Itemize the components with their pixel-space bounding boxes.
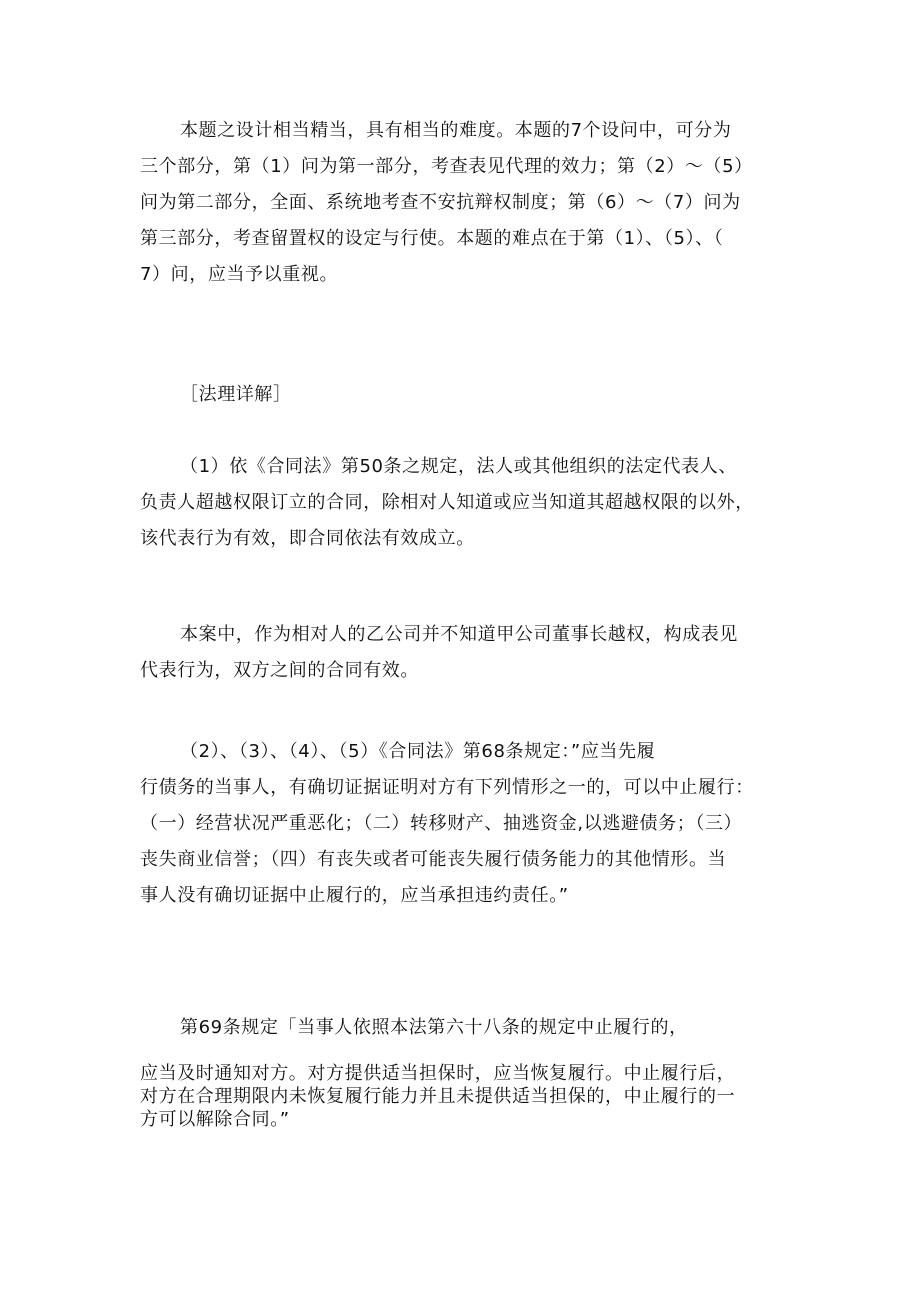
- text-line: 代表行为，双方之间的合同有效。: [140, 660, 419, 681]
- text-line: 问为第二部分，全面、系统地考查不安抗辩权制度；第（6）〜（7）问为: [140, 192, 741, 213]
- text-line: 方可以解除合同。”: [140, 1109, 290, 1130]
- paragraph-article-68: [140, 734, 800, 914]
- text-line: 对方在合理期限内未恢复履行能力并且未提供适当担保的，中止履行的一: [140, 1086, 736, 1107]
- text-line: （1）依《合同法》第50条之规定，法人或其他组织的法定代表人、: [180, 456, 737, 477]
- heading-text: ［法理详解］: [180, 384, 292, 405]
- paragraph-case: [140, 617, 800, 689]
- paragraph-analysis-1: [140, 449, 800, 557]
- text-line: 丧失商业信誉；（四）有丧失或者可能丧失履行债务能力的其他情形。当: [140, 849, 727, 870]
- text-line: 负责人超越权限订立的合同，除相对人知道或应当知道其超越权限的以外，: [140, 492, 754, 513]
- text-line: 本案中，作为相对人的乙公司并不知道甲公司董事长越权，构成表见: [180, 624, 738, 645]
- text-line: （一）经营状况严重恶化；（二）转移财产、抽逃资金,以逃避债务；（三）: [140, 813, 743, 834]
- section-heading: [140, 377, 800, 413]
- text-line: 7）问，应当予以重视。: [140, 264, 339, 285]
- text-line: 第69条规定「当事人依照本法第六十八条的规定中止履行的，: [180, 1017, 688, 1038]
- text-line: 第三部分，考查留置权的设定与行使。本题的难点在于第（1）、（5）、（: [140, 228, 724, 249]
- paragraph-article-69: [140, 1010, 800, 1046]
- text-line: （2）、（3）、（4）、（5）《合同法》第68条规定：”应当先履: [180, 741, 656, 762]
- text-line: 该代表行为有效，即合同依法有效成立。: [140, 528, 475, 549]
- paragraph-intro: [140, 113, 800, 293]
- text-line: 本题之设计相当精当，具有相当的难度。本题的7个设问中，可分为: [180, 120, 732, 141]
- text-line: 应当及时通知对方。对方提供适当担保时，应当恢复履行。中止履行后，: [140, 1063, 736, 1084]
- paragraph-article-69-cont: [140, 1062, 800, 1131]
- text-line: 事人没有确切证据中止履行的，应当承担违约责任。”: [140, 885, 569, 906]
- text-line: 行债务的当事人，有确切证据证明对方有下列情形之一的，可以中止履行：: [140, 777, 754, 798]
- text-line: 三个部分，第（1）问为第一部分，考查表见代理的效力；第（2）〜（5）: [140, 156, 753, 177]
